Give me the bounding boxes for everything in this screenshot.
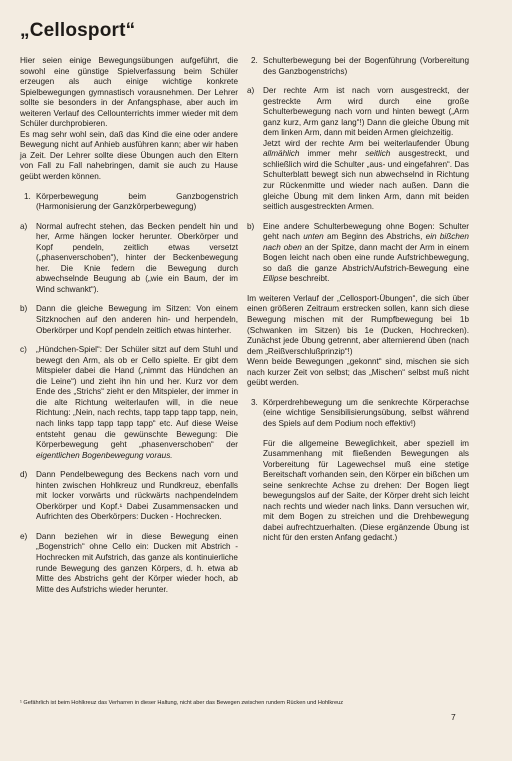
item-text-emphasis: Ellipse bbox=[263, 274, 288, 284]
item-text-part: beschreibt. bbox=[287, 274, 330, 284]
exercise-1a bbox=[20, 222, 238, 296]
item-text-emphasis: seitlich bbox=[365, 149, 391, 159]
item-text: Dann die gleiche Bewegung im Sitzen: Von einem Sitzknochen auf den anderen hin- und herpendeln, Oberkörper und Kopf pendeln zeitlich etwas hinterher. bbox=[36, 304, 238, 335]
item-marker: b) bbox=[247, 221, 255, 231]
item-text-part: Der rechte Arm ist nach vorn ausgestreckt, der gestreckte Arm wird durch eine große Schulterbewegung nach vorn und hinten bewegt („Arm ganz kurz, Arm ganz lang“!) Dann die gleiche Übung mit dem linken Arm, dann mit beiden Armen gleichzeitig. bbox=[263, 86, 469, 138]
body-paragraph: Wenn beide Bewegungen „gekonnt“ sind, mischen sie sich nach kurzer Zeit von selbst; das „Mischen“ selbst muß nicht geübt werden. bbox=[247, 357, 469, 388]
section-number: 3. bbox=[251, 397, 258, 407]
item-text: Dann beziehen wir in diese Bewegung einen „Bogenstrich“ ohne Cello ein: Ducken mit Abstrich - Hochrecken mit Aufstrich, das ganze als kontinuierliche runde Bewegung des ganzen Körpers, d. h. etwa ab Mitte des Abstrichs geht der Körper wieder hoch, ab Mitte des Aufstrichs wieder herunter. bbox=[36, 531, 238, 594]
item-text-emphasis: unten bbox=[303, 232, 324, 242]
body-paragraph: Im weiteren Verlauf der „Cellosport-Übungen“, die sich über einen größeren Zeitraum erstrecken sollen, kann sich diese Bewegung mischen mit der Rumpfbewegung bei 1b (Schwanken im Sitzen) bis 1e (Ducken, Hochrecken). Zunächst jede Übung getrennt, aber alternierend üben (nach dem „Reißverschlußprinzip“!) bbox=[247, 293, 469, 356]
item-text-part: an der Spitze, dann macht der Arm in einem Bogen leicht nach oben eine runde Aufstrichbewegung, so daß die ganze Abstrich/Aufstrich-Bewegung eine bbox=[263, 242, 470, 273]
body-paragraph: Für die allgemeine Beweglichkeit, aber speziell im Zusammenhang mit fließenden Bewegungen als Vorbereitung für Lagewechsel muß eine stetige Bereitschaft vorhanden sein, den Körper ein bißchen um seine senkrechte Achse zu drehen: Der Bogen liegt bewegungslos auf der Saite, der Körper dreht sich leicht nach rechts und wieder nach links. Dann versuchen wir, mit dem Bogen zu streichen und die Drehbewegung dabei aufrechtzuerhalten. (Diese ergänzende Übung ist nicht für den ersten Anfang gedacht.) bbox=[263, 438, 469, 543]
item-marker: c) bbox=[20, 345, 27, 355]
exercise-2a bbox=[247, 86, 469, 213]
footnote: ¹ Gefährlich ist beim Hohlkreuz das Verharren in dieser Haltung, nicht aber das Bewegen zwischen rundem Rücken und Hohlkreuz bbox=[20, 700, 344, 706]
item-text bbox=[263, 222, 469, 285]
exercise-1c bbox=[20, 345, 238, 461]
section-3-heading bbox=[247, 398, 469, 430]
item-text-emphasis: allmählich bbox=[263, 149, 300, 159]
page-number: 7 bbox=[451, 712, 456, 722]
item-text-part: Eine andere Schulterbewegung ohne Bogen: Schulter geht nach bbox=[263, 221, 469, 242]
intro-paragraph: Hier seien einige Bewegungsübungen aufgeführt, die sowohl eine günstige Spielverfassung beim Schüler erzeugen als auch einige wichtige konkrete Spielbewegungen gymnastisch vorausnehmen. Der Lehrer sollte sie besonders in der Anfangsphase, aber auch im weiteren Verlauf des Cellounterrichts immer wieder mit dem Schüler durchprobieren. bbox=[20, 56, 238, 129]
item-marker: e) bbox=[20, 531, 28, 541]
item-text-part: ausgestreckt, und schließlich wird die Schulter „aus- und eingefahren“. Das Schulterblatt bewegt sich nun abwechselnd in Richtung zur Rückenmitte und wieder nach außen. Dann die gleiche Übung mit dem linken Arm, dann mit beiden seitlich ausgestreckten Armen. bbox=[263, 149, 470, 212]
exercise-1e bbox=[20, 532, 238, 595]
section-heading-text: Körperdrehbewegung um die senkrechte Körperachse (eine wichtige Sensibilisierungsübung, selbst während des Spiels auf dem Podium noch effektiv!) bbox=[263, 397, 469, 428]
item-text-part: Jetzt wird der rechte Arm bei weiterlaufender Übung bbox=[263, 138, 469, 148]
item-text-part: am Beginn des Abstrichs, bbox=[323, 232, 426, 242]
item-marker: a) bbox=[247, 86, 255, 96]
section-heading-text: Körperbewegung beim Ganzbogenstrich (Harmonisierung der Ganzkörperbewegung) bbox=[36, 191, 238, 212]
section-heading-text: Schulterbewegung bei der Bogenführung (Vorbereitung des Ganzbogenstrichs) bbox=[263, 56, 469, 76]
section-number: 1. bbox=[24, 191, 31, 201]
right-column bbox=[247, 56, 469, 544]
section-1-heading bbox=[20, 192, 238, 213]
item-text-part: „Hündchen-Spiel“: Der Schüler sitzt auf dem Stuhl und bewegt den Arm, als ob er Cello spielte. Er gibt dem Mitspieler dabei die Hand („nimmt das Hündchen an die Leine“) und zieht ihn hin und her. Kurz vor dem Ende des „Strichs“ zieht er den Mitspieler, der immer in die alte Richtung weiterlaufen will, in die neue Richtung: „Nein, nach rechts, tapp tapp tapp tapp, nein, nach links tapp tapp tapp tapp“ etc. Auf diese Weise entsteht genau die gewünschte Bewegung: Die Körperbewegung geht „phasenverschoben“ der bbox=[36, 345, 238, 450]
item-marker: a) bbox=[20, 221, 28, 231]
item-text-part: immer mehr bbox=[299, 149, 366, 159]
item-text: Normal aufrecht stehen, das Becken pendelt hin und her, Arme hängen locker herunter. Oberkörper und Kopf pendeln, zeitlich etwas versetzt („phasenverschoben“), hinter der Beckenbewegung her. Die Knie federn die Bewegung durch abwechselnde Beugung ab („wie ein Baum, der im Wind schwankt“). bbox=[36, 221, 238, 294]
section-3-body bbox=[247, 439, 469, 544]
item-marker: b) bbox=[20, 304, 28, 314]
exercise-2b bbox=[247, 222, 469, 285]
section-number: 2. bbox=[251, 56, 258, 65]
item-text-emphasis: ein bißchen nach oben bbox=[263, 232, 469, 252]
page-title: „Cellosport“ bbox=[20, 20, 136, 41]
item-text bbox=[36, 345, 238, 461]
intro-paragraph-2: Es mag sehr wohl sein, daß das Kind die eine oder andere Bewegung nicht auf Anhieb ausführen kann; aber wir haben ja Zeit. Der Lehrer sollte diese Übungen auch den Eltern von Fall zu Fall nahebringen, damit sie auch zu Hause geübt werden können. bbox=[20, 129, 238, 182]
exercise-1b bbox=[20, 304, 238, 336]
item-text bbox=[263, 86, 469, 213]
item-marker: d) bbox=[20, 470, 28, 480]
exercise-1d bbox=[20, 470, 238, 523]
item-text: Dann Pendelbewegung des Beckens nach vorn und hinten zwischen Hohlkreuz und Rundkreuz, ebenfalls mit locker vorwärts und rückwärts nachpendelndem Oberkörper und Kopf.¹ Dabei Zusammensacken und Aufrichten des Oberkörpers: Ducken - Hochrecken. bbox=[36, 470, 238, 522]
section-2-heading bbox=[247, 56, 469, 77]
item-text-emphasis: eigentlichen Bogenbewegung voraus. bbox=[36, 450, 173, 460]
left-column bbox=[20, 56, 238, 595]
